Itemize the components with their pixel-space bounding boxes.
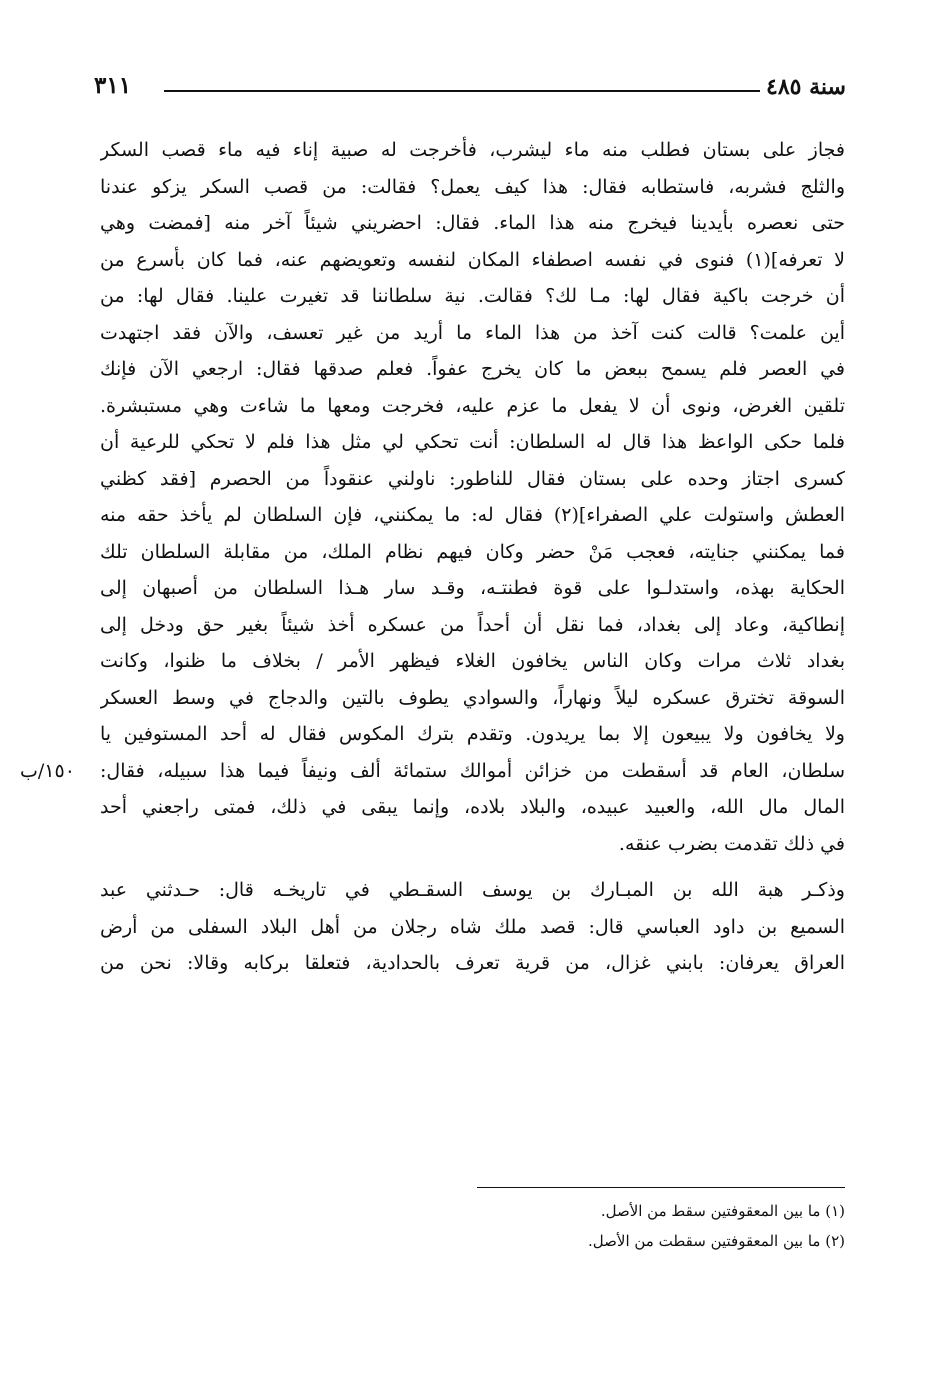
text-line: الحكاية بهذه، واستدلـوا على قوة فطنتـه، وقـد سار هـذا السلطان من أصبهان إلى	[100, 577, 845, 599]
text-line: تلقين الغرض، ونوى أن لا يفعل ما عزم عليه، فخرجت ومعها ما شاءت وهي مستبشرة.	[100, 394, 845, 417]
text-line: فلما حكى الواعظ هذا قال له السلطان: أنت تحكي لي مثل هذا فلم لا تحكي للرعية أن	[100, 431, 845, 453]
text-line: والثلج فشربه، فاستطابه فقال: هذا كيف يعمل؟ فقالت: من قصب السكر يزكو عندنا	[100, 175, 845, 198]
running-header	[94, 68, 846, 108]
text-line: العراق يعرفان: بابني غزال، من قرية تعرف بالحدادية، فتعلقا بركابه وقالا: نحن من	[100, 952, 845, 974]
text-line: فجاز على بستان فطلب منه ماء ليشرب، فأخرجت له صبية إناء فيه ماء قصب السكر	[100, 139, 845, 161]
text-line: حتى نعصره بأيدينا فيخرج منه هذا الماء. فقال: احضريني شيئاً آخر منه [فمضت وهي	[100, 212, 845, 234]
text-line: كسرى اجتاز وحده على بستان فقال للناطور: ناولني عنقوداً من الحصرم [فقد كظني	[100, 467, 845, 490]
text-line: أن خرجت باكية فقال لها: مـا لك؟ فقالت. نية سلطاننا قد تغيرت علينا. فقال لها: من	[100, 285, 845, 307]
text-line: سلطان، العام قد أسقطت من خزائن أموالك ستمائة ألف ونيفاً فيما هذا سبيله، فقال:	[100, 759, 845, 782]
text-line: في ذلك تقدمت بضرب عنقه.	[618, 832, 845, 855]
paragraph-gap	[100, 862, 845, 872]
text-line: فما يمكنني جنايته، فعجب مَنْ حضر وكان فيهم نظام الملك، من مقابلة السلطان تلك	[100, 540, 845, 563]
footnotes	[345, 1196, 845, 1256]
margin-folio-note: ١٥٠/ب	[20, 760, 75, 782]
text-line: السميع بن داود العباسي قال: قصد ملك شاه رجلان من أهل البلاد السفلى من أرض	[100, 915, 845, 938]
text-line: السوقة تخترق عسكره ليلاً ونهاراً، والسوادي يطوف بالتين والدجاج في وسط العسكر	[100, 686, 845, 709]
text-line: وذكـر هبة الله بن المبـارك بن يوسف السقـطي في تاريخـه قال: حـدثني عبد	[100, 879, 845, 901]
text-line: أين علمت؟ قالت كنت آخذ من هذا الماء ما أريد من غير تعسف، والآن فقد اجتهدت	[100, 321, 845, 344]
header-year: سنة ٤٨٥	[766, 74, 846, 100]
text-line: في العصر فلم يسمح ببعض ما كان يخرج عفواً. فعلم صدقها فقال: ارجعي الآن فإنك	[100, 358, 845, 380]
text-line: بغداد ثلاث مرات وكان الناس يخافون الغلاء فيظهر الأمر / بخلاف ما ظنوا، وكانت	[100, 650, 845, 672]
footnote: (٢) ما بين المعقوفتين سقطت من الأصل.	[588, 1232, 845, 1250]
text-line: لا تعرفه](١) فنوى في نفسه اصطفاء المكان لنفسه وتعويضهم عنه، فما كان بأسرع من	[100, 248, 845, 271]
text-line: ولا يخافون ولا يبيعون إلا بما يريدون. وتقدم بترك المكوس فقال له أحد المستوفين يا	[100, 723, 845, 745]
main-text	[100, 132, 845, 982]
footnote-rule	[477, 1187, 845, 1188]
page-number: ٣١١	[94, 72, 132, 99]
text-line: المال مال الله، والعبيد عبيده، والبلاد بلاده، وإنما يبقى في ذلك، فمتى راجعني أحد	[100, 796, 845, 818]
footnote: (١) ما بين المعقوفتين سقط من الأصل.	[600, 1202, 845, 1220]
text-line: العطش واستولت علي الصفراء](٢) فقال له: ما يمكنني، فإن السلطان لم يأخذ حقه منه	[100, 504, 845, 526]
text-line: إنطاكية، وعاد إلى بغداد، فما نقل أن أحداً من عسكره أخذ شيئاً بغير حق ودخل إلى	[100, 613, 845, 636]
header-rule	[164, 90, 760, 92]
